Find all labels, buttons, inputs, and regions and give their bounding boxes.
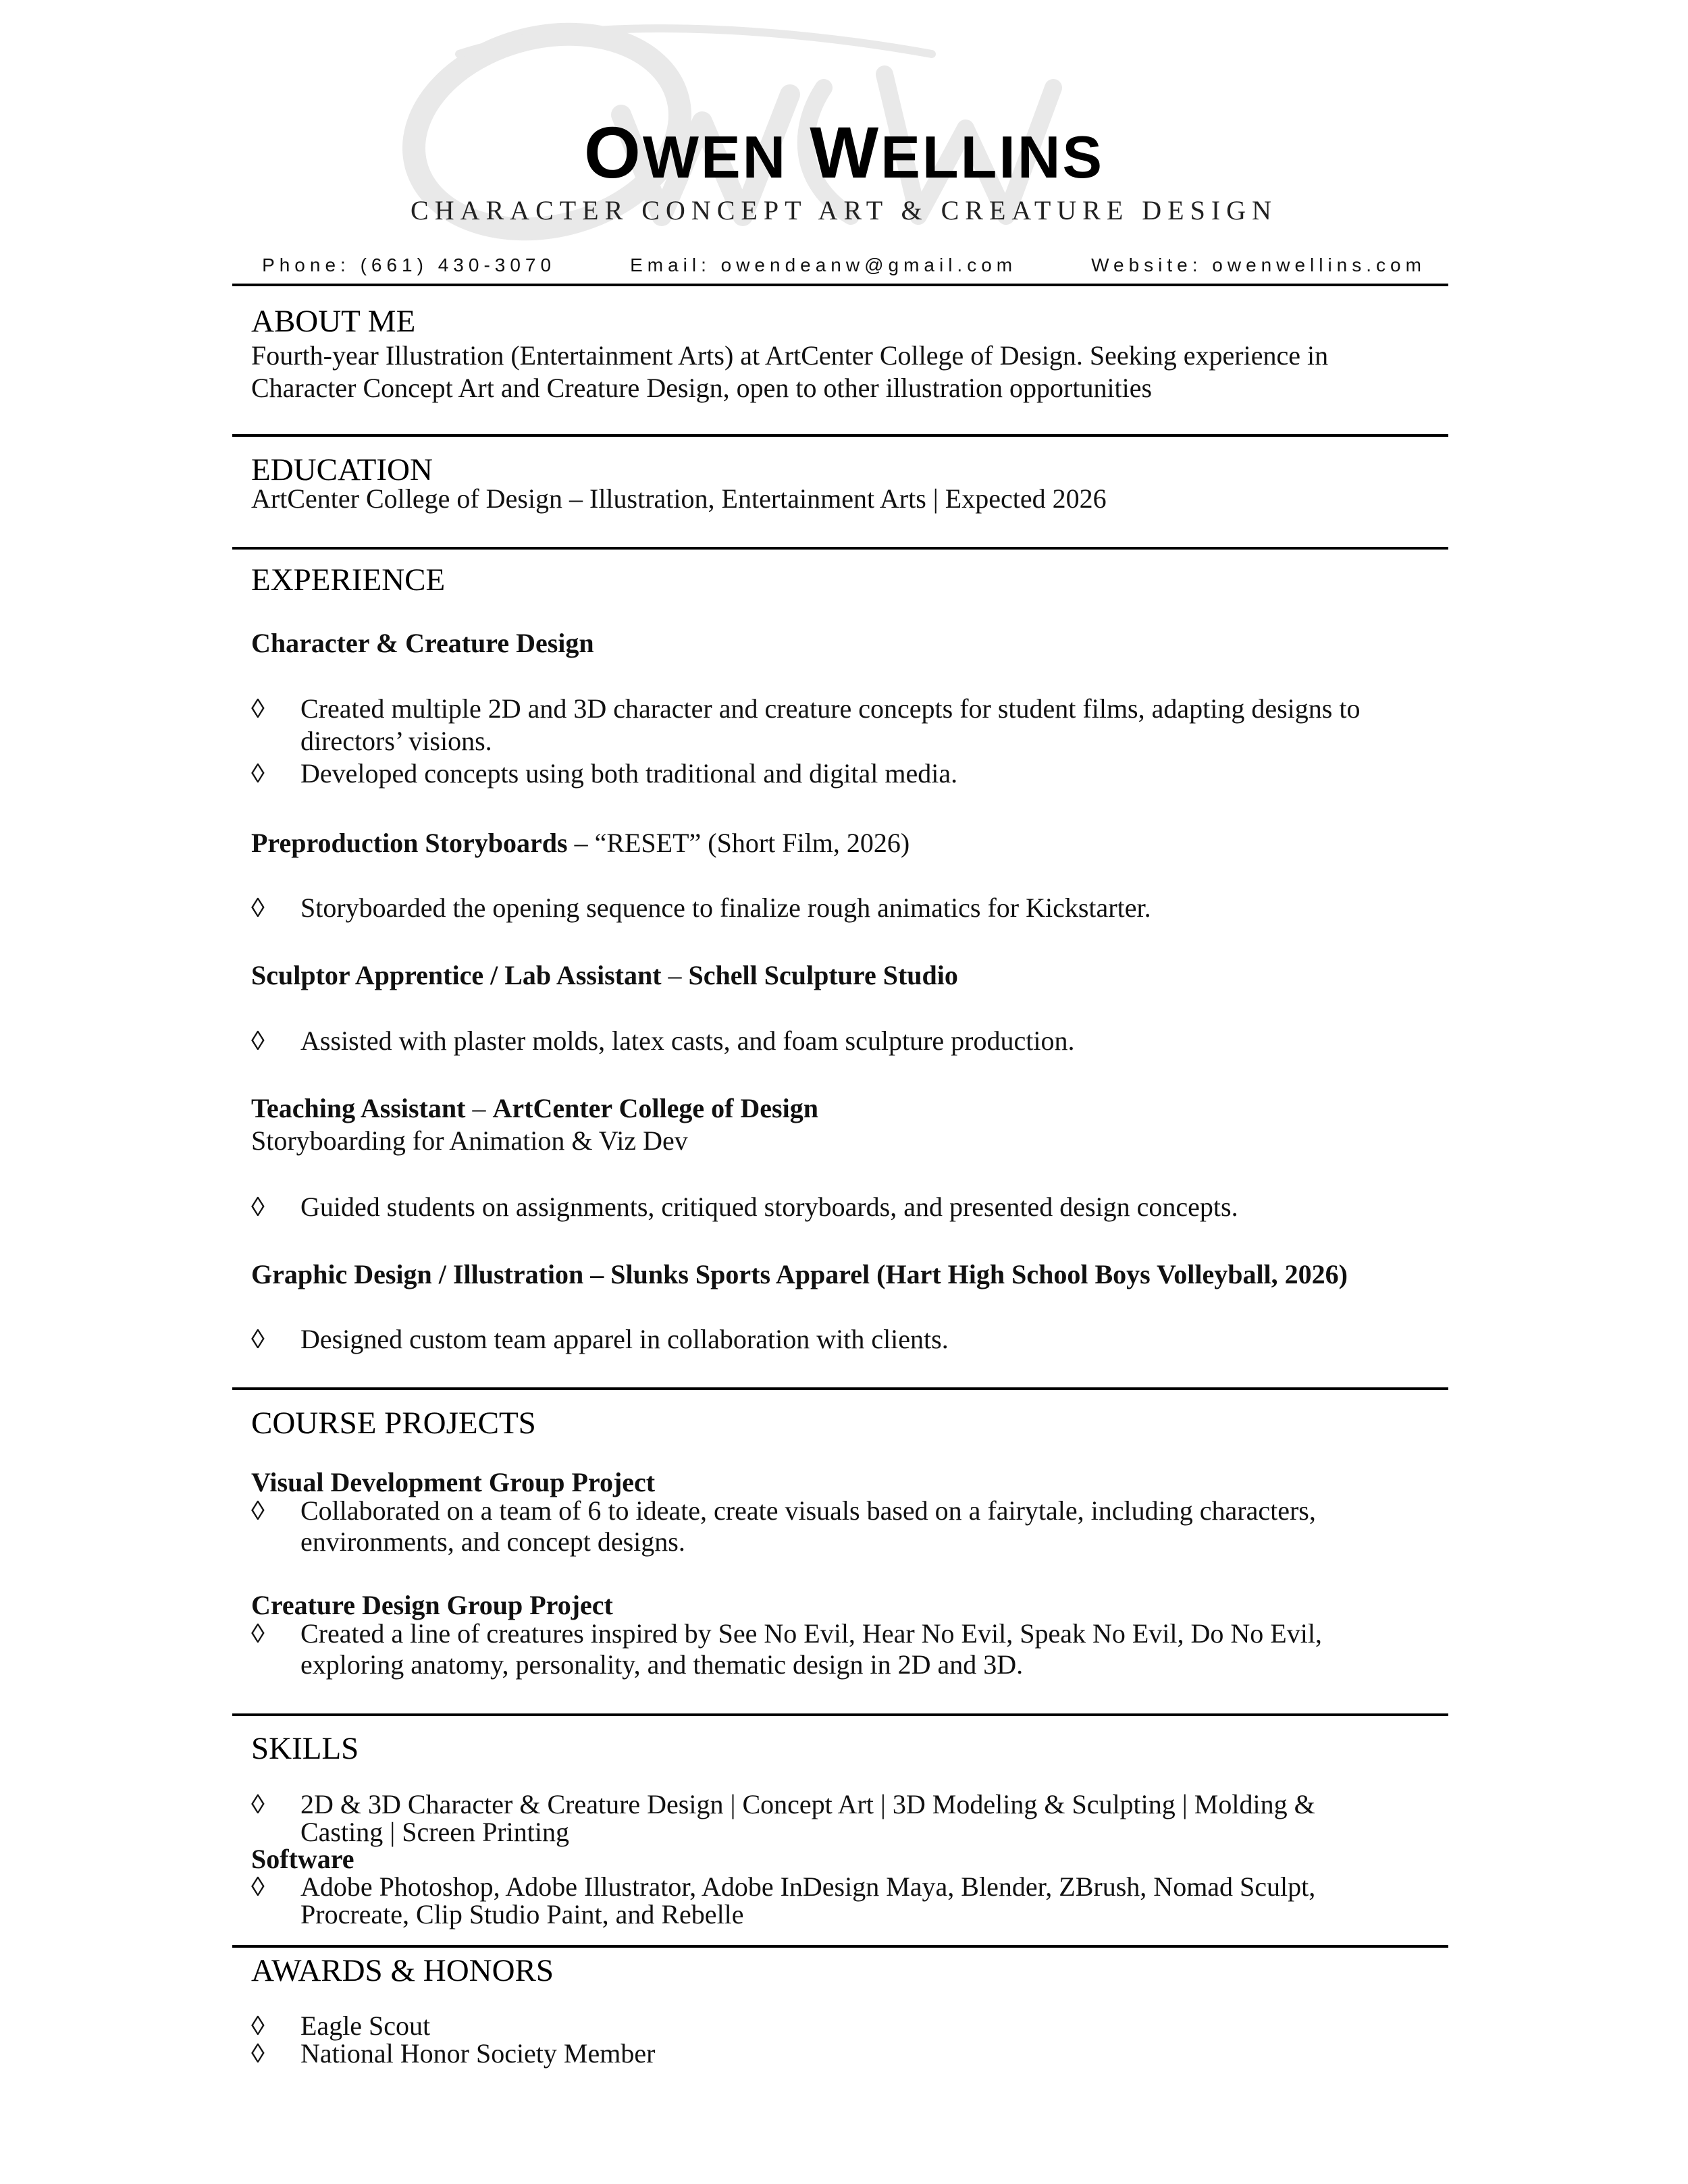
section-heading-skills: SKILLS xyxy=(251,1731,359,1766)
job-detail: – “RESET” (Short Film, 2026) xyxy=(567,828,910,858)
job-organization: Schell Sculpture Studio xyxy=(688,960,958,990)
email-address[interactable]: Email: owendeanw@gmail.com xyxy=(630,255,1018,275)
job-heading xyxy=(251,827,909,859)
applicant-name: OWEN WELLINS xyxy=(583,111,1105,193)
section-heading-awards: AWARDS & HONORS xyxy=(251,1953,554,1988)
phone-number[interactable]: Phone: (661) 430-3070 xyxy=(262,255,556,275)
diamond-bullet-icon: ◊ xyxy=(251,693,265,724)
job-heading: Teaching Assistant – ArtCenter College of Design xyxy=(251,1093,818,1123)
divider xyxy=(232,434,1448,437)
job-title: Teaching Assistant xyxy=(251,1093,466,1123)
diamond-bullet-icon: ◊ xyxy=(251,1192,265,1222)
job-title: Preproduction Storyboards xyxy=(251,828,568,858)
section-heading-about: ABOUT ME xyxy=(251,304,416,339)
job-title: Sculptor Apprentice / Lab Assistant xyxy=(251,960,662,990)
section-heading-experience: EXPERIENCE xyxy=(251,562,446,597)
divider xyxy=(232,1713,1448,1716)
diamond-bullet-icon: ◊ xyxy=(251,1026,265,1056)
diamond-bullet-icon: ◊ xyxy=(251,2038,265,2069)
diamond-bullet-icon: ◊ xyxy=(251,2010,265,2041)
job-organization: ArtCenter College of Design xyxy=(492,1093,818,1123)
divider xyxy=(232,547,1448,550)
diamond-bullet-icon: ◊ xyxy=(251,1495,265,1526)
about-line: Fourth-year Illustration (Entertainment Arts) at ArtCenter College of Design. Seeking experience in xyxy=(251,340,1329,371)
diamond-bullet-icon: ◊ xyxy=(251,1324,265,1354)
section-heading-projects: COURSE PROJECTS xyxy=(251,1406,536,1441)
contact-line xyxy=(0,255,1688,276)
diamond-bullet-icon: ◊ xyxy=(251,893,265,923)
divider xyxy=(232,1387,1448,1390)
diamond-bullet-icon: ◊ xyxy=(251,1871,265,1902)
project-title: Creature Design Group Project xyxy=(251,1590,613,1620)
job-title: Character & Creature Design xyxy=(251,628,594,658)
project-title: Visual Development Group Project xyxy=(251,1467,656,1497)
software-label: Software xyxy=(251,1844,354,1874)
section-heading-education: EDUCATION xyxy=(251,452,433,487)
diamond-bullet-icon: ◊ xyxy=(251,1618,265,1649)
about-line: Character Concept Art and Creature Design, open to other illustration opportunities xyxy=(251,373,1153,403)
job-title: Graphic Design / Illustration – Slunks Sports Apparel (Hart High School Boys Volleyball, 2026) xyxy=(251,1259,1348,1289)
divider xyxy=(232,1945,1448,1948)
professional-subtitle: CHARACTER CONCEPT ART & CREATURE DESIGN xyxy=(411,195,1277,225)
website-link[interactable]: Website: owenwellins.com xyxy=(1091,255,1426,275)
divider xyxy=(232,284,1448,286)
diamond-bullet-icon: ◊ xyxy=(251,1789,265,1819)
job-course: Storyboarding for Animation & Viz Dev xyxy=(251,1125,688,1156)
education-entry: ArtCenter College of Design – Illustration, Entertainment Arts | Expected 2026 xyxy=(251,483,1107,514)
diamond-bullet-icon: ◊ xyxy=(251,758,265,789)
job-heading: Sculptor Apprentice / Lab Assistant – Schell Sculpture Studio xyxy=(251,960,958,990)
